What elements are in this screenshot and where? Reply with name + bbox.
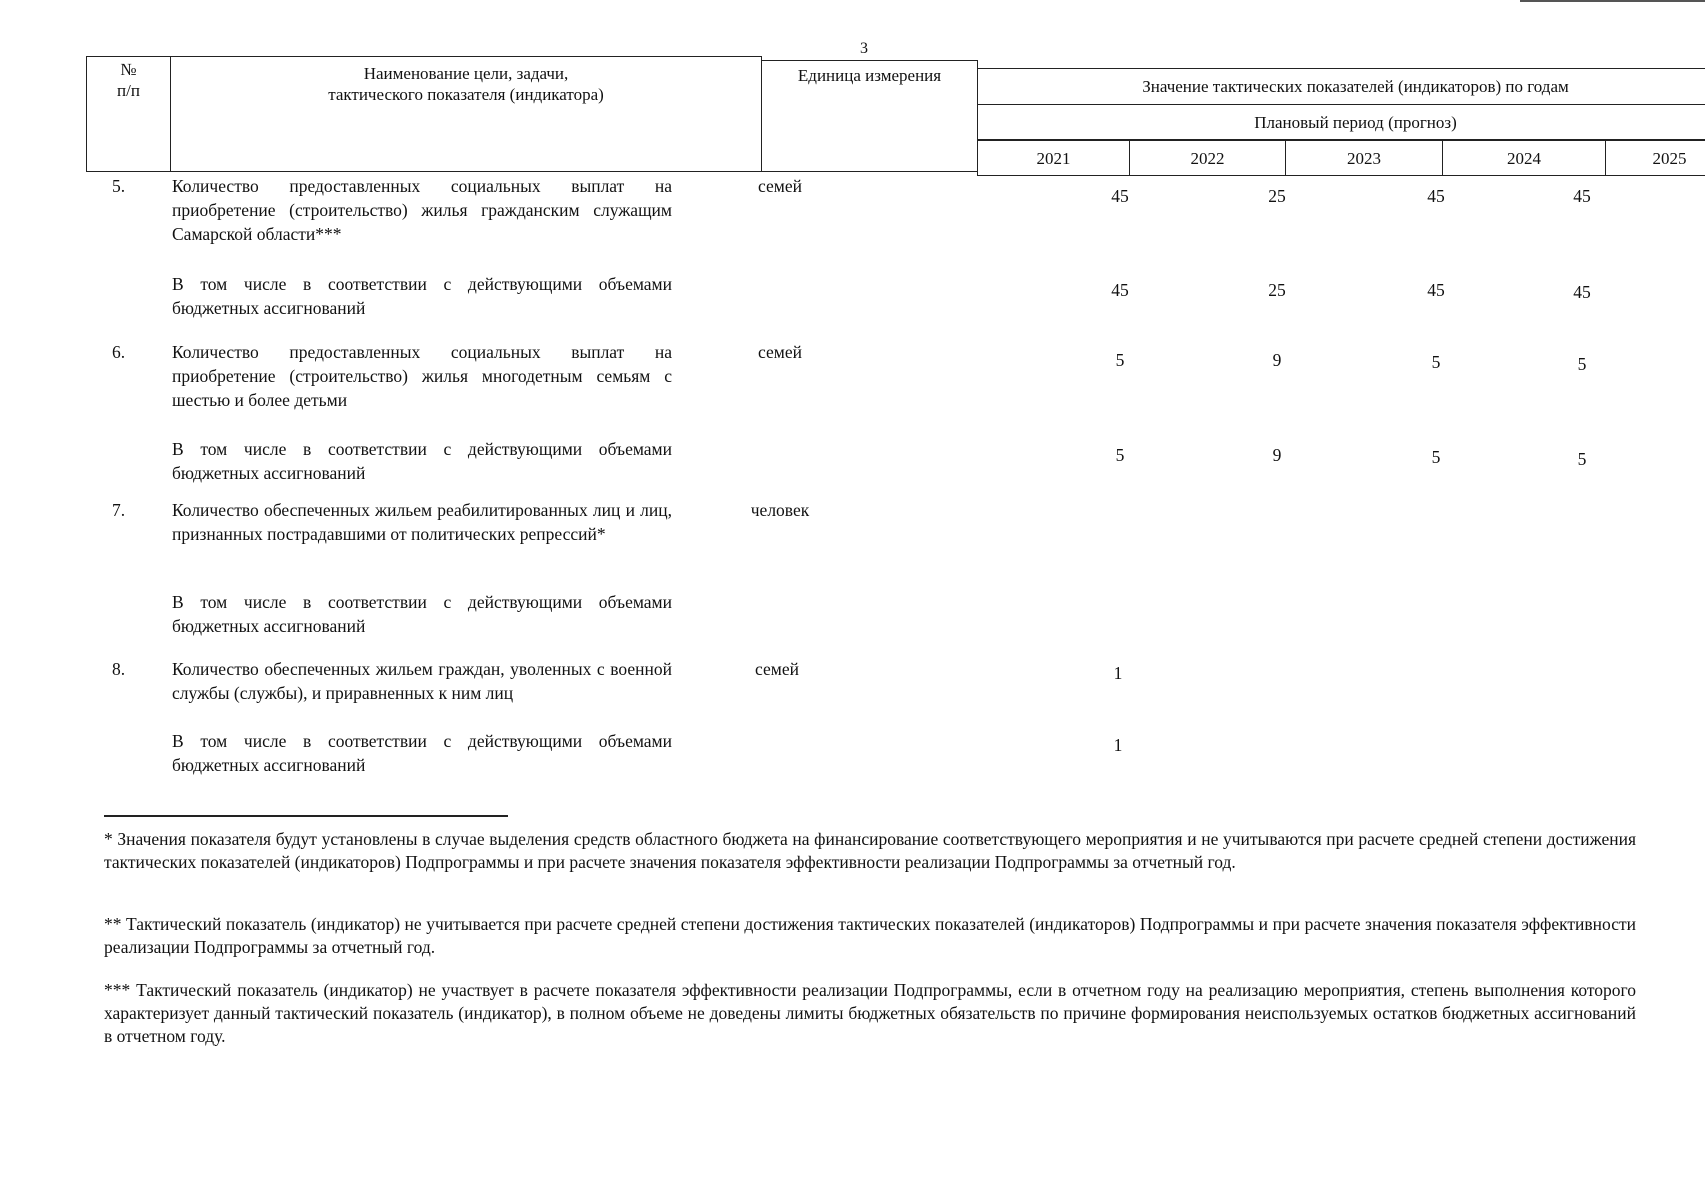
value-2022: 1 [1113, 735, 1123, 755]
row-unit: семей [755, 659, 799, 679]
footnote-2: ** Тактический показатель (индикатор) не учитывается при расчете средней степени достижения тактических показателей (индикаторов) Подпрограммы и при расчете значения показателя эффективности реализации Подпрограммы за отчетный год. [104, 914, 1636, 957]
row-number: 8. [112, 659, 126, 679]
header-year-2022 [1129, 140, 1286, 176]
header-planned-label: Плановый период (прогноз) [1254, 112, 1457, 132]
row-number: 7. [112, 500, 126, 520]
header-year-label: 2023 [1347, 148, 1381, 168]
row-name: Количество предоставленных социальных выплат на приобретение (строительство) жилья гражданским служащим Самарской области*** [172, 176, 672, 244]
top-edge-rule [1520, 0, 1705, 2]
value-2025: 5 [1577, 354, 1587, 374]
footnote-1: * Значения показателя будут установлены в случае выделения средств областного бюджета на финансирование соответствующего мероприятия и не учитываются при расчете средней степени достижения тактических показателей (индикаторов) Подпрограммы и при расчете значения показателя эффективности реализации Подпрограммы за отчетный год. [104, 829, 1636, 872]
value-2023: 25 [1268, 186, 1286, 206]
row-name: Количество обеспеченных жильем граждан, уволенных с военной службы (службы), и приравненных к ним лиц [172, 659, 672, 703]
header-unit [761, 60, 978, 172]
value-2022: 5 [1115, 350, 1125, 370]
header-year-2025 [1605, 140, 1705, 176]
footnote-3: *** Тактический показатель (индикатор) не участвует в расчете показателя эффективности реализации Подпрограммы, если в отчетном году на реализацию мероприятия, степень выполнения которого характеризует данный тактический показатель (индикатор), в полном объеме не доведены лимиты бюджетных обязательств по причине формирования неиспользуемых остатков бюджетных ассигнований в отчетном году. [104, 980, 1636, 1046]
value-2023: 9 [1272, 445, 1282, 465]
row-name: В том числе в соответствии с действующими объемами бюджетных ассигнований [172, 274, 672, 318]
value-2024: 5 [1431, 447, 1441, 467]
header-year-label: 2025 [1652, 148, 1687, 168]
header-planned-period [977, 104, 1705, 140]
header-number [86, 56, 171, 172]
value-2025: 5 [1577, 449, 1587, 469]
row-name: В том числе в соответствии с действующими объемами бюджетных ассигнований [172, 592, 672, 636]
page-number: 3 [860, 40, 868, 57]
value-2022: 45 [1111, 280, 1129, 300]
header-year-label: 2021 [1036, 148, 1071, 168]
value-2023: 9 [1272, 350, 1282, 370]
row-unit: человек [750, 500, 810, 520]
value-2023: 25 [1268, 280, 1286, 300]
header-year-label: 2022 [1190, 148, 1225, 168]
header-year-2024 [1442, 140, 1606, 176]
row-name: Количество обеспеченных жильем реабилитированных лиц и лиц, признанных пострадавшими от политических репрессий* [172, 500, 672, 544]
header-name-label: Наименование цели, задачи, тактического показателя (индикатора) [328, 64, 604, 104]
header-name [170, 56, 762, 172]
value-2024: 45 [1427, 186, 1445, 206]
header-unit-label: Единица измерения [797, 66, 942, 85]
footnote-rule [104, 815, 508, 817]
header-year-2023 [1285, 140, 1443, 176]
value-2024: 45 [1427, 280, 1445, 300]
value-2024: 5 [1431, 352, 1441, 372]
value-2022: 45 [1111, 186, 1129, 206]
row-number: 6. [112, 342, 126, 362]
header-number-label: № п/п [117, 60, 140, 100]
row-unit: семей [758, 176, 802, 196]
row-name: Количество предоставленных социальных выплат на приобретение (строительство) жилья многодетным семьям с шестью и более детьми [172, 342, 672, 410]
header-year-label: 2024 [1507, 148, 1541, 168]
value-2022: 5 [1115, 445, 1125, 465]
row-number: 5. [112, 176, 126, 196]
row-name: В том числе в соответствии с действующими объемами бюджетных ассигнований [172, 439, 672, 483]
row-unit: семей [758, 342, 802, 362]
value-2025: 45 [1573, 282, 1591, 302]
header-year-2021 [977, 140, 1130, 176]
table-header [86, 56, 1687, 180]
header-values-by-year [977, 68, 1705, 105]
value-2022: 1 [1113, 663, 1123, 683]
header-values-label: Значение тактических показателей (индикаторов) по годам [1142, 77, 1569, 96]
value-2025: 45 [1573, 186, 1591, 206]
row-name: В том числе в соответствии с действующими объемами бюджетных ассигнований [172, 731, 672, 775]
